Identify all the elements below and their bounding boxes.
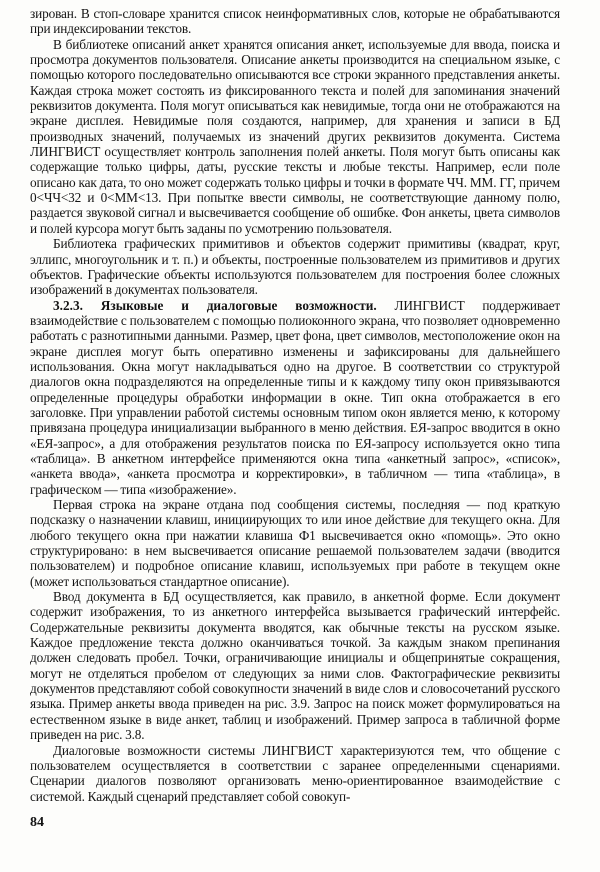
paragraph-screen-lines: Первая строка на экране отдана под сообщения системы, последняя — под краткую подсказку о назначении клавиш, инициирующих то или иное действие для текущего окна. Для любого текущего окна при нажатии клавиша Ф1 высвечивается окно «помощь». Это окно структурировано: в нем высвечивается описание решаемой пользователем задачи (вводится пользователем) и подробное описание клавиш, используемых при работе в текущем окне (может использоваться стандартное описание). <box>30 497 560 589</box>
paragraph-document-input: Ввод документа в БД осуществляется, как правило, в анкетной форме. Если документ содержит изображения, то из анкетного интерфейса вызывается графический интерфейс. Содержательные реквизиты документа вводятся, как обычные тексты на русском языке. Каждое предложение текста должно оканчиваться точкой. За каждым знаком препинания должен следовать пробел. Точки, ограничивающие инициалы и общепринятые сокращения, могут не отделяться пробелом от следующих за ними слов. Фактографические реквизиты документов представляют собой совокупности значений в виде слов и словосочетаний русского языка. Пример анкеты ввода приведен на рис. 3.9. Запрос на поиск может формулироваться на естественном языке в виде анкет, таблиц и изображений. Пример запроса в табличной форме приведен на рис. 3.8. <box>30 589 560 743</box>
page-number: 84 <box>30 815 44 830</box>
paragraph-dialog-capabilities: Диалоговые возможности системы ЛИНГВИСТ характеризуются тем, что общение с пользователем осуществляется в соответствии с заранее определенными сценариями. Сценарии диалогов позволяют организовать меню-ориентированное взаимодействие с системой. Каждый сценарий представляет собой совокуп- <box>30 742 560 804</box>
section-body: ЛИНГВИСТ поддерживает взаимодействие с пользователем с помощью полиоконного экрана, что позволяет одновременно работать с разнотипными данными. Размер, цвет фона, цвет символов, местоположение окон на экране дисплея могут быть оперативно изменены и зафиксированы для дальнейшего использования. Окна могут накладываться одно на другое. В соответствии со структурой диалогов окна подразделяются на определенные типы и к каждому типу окон привязываются определенные процедуры обработки информации в окне. Тип окна отображается в его заголовке. При управлении работой системы основным типом окон является меню, к которому привязана процедура инициализации выбранного в меню действия. ЕЯ-запрос вводится в окно «ЕЯ-запрос», а для отображения результатов поиска по ЕЯ-запросу используется окно типа «таблица». В анкетном интерфейсе применяются окна типа «анкетный запрос», «список», «анкета ввода», «анкета просмотра и корректировки», в табличном — типа «таблица», в графическом — типа «изображение». <box>30 297 561 497</box>
paragraph-section-3-2-3 <box>30 298 560 497</box>
section-heading: 3.2.3. Языковые и диалоговые возможности. <box>53 297 377 313</box>
paragraph-form-library: В библиотеке описаний анкет хранятся описания анкет, используемые для ввода, поиска и просмотра документов пользователя. Описание анкеты производится на специальном языке, с помощью которого последовательно описываются все строки экранного представления анкеты. Каждая строка может состоять из фиксированного текста и полей для запоминания значений реквизитов документа. Поля могут описываться как невидимые, тогда они не отображаются на экране дисплея. Невидимые поля создаются, например, для хранения и записи в БД производных значений, получаемых из значений других реквизитов документа. Система ЛИНГВИСТ осуществляет контроль заполнения полей анкеты. Поля могут быть описаны как содержащие только цифры, даты, русские тексты и любые тексты. Например, если поле описано как дата, то оно может содержать только цифры и точки в формате ЧЧ. ММ. ГГ, причем 0<ЧЧ<32 и 0<ММ<13. При попытке ввести символы, не соответствующие данному полю, раздается звуковой сигнал и высвечивается сообщение об ошибке. Фон анкеты, цвета символов и полей курсора могут быть заданы по усмотрению пользователя. <box>30 36 560 236</box>
paragraph-continuation: зирован. В стоп-словаре хранится список неинформативных слов, которые не обрабатываются при индексировании текстов. <box>30 6 560 37</box>
paragraph-graphics-library: Библиотека графических примитивов и объектов содержит примитивы (квадрат, круг, эллипс, многоугольник и т. п.) и объекты, построенные пользователем из примитивов и других объектов. Графические объекты используются пользователем для построения более сложных изображений в документах пользователя. <box>30 236 560 298</box>
